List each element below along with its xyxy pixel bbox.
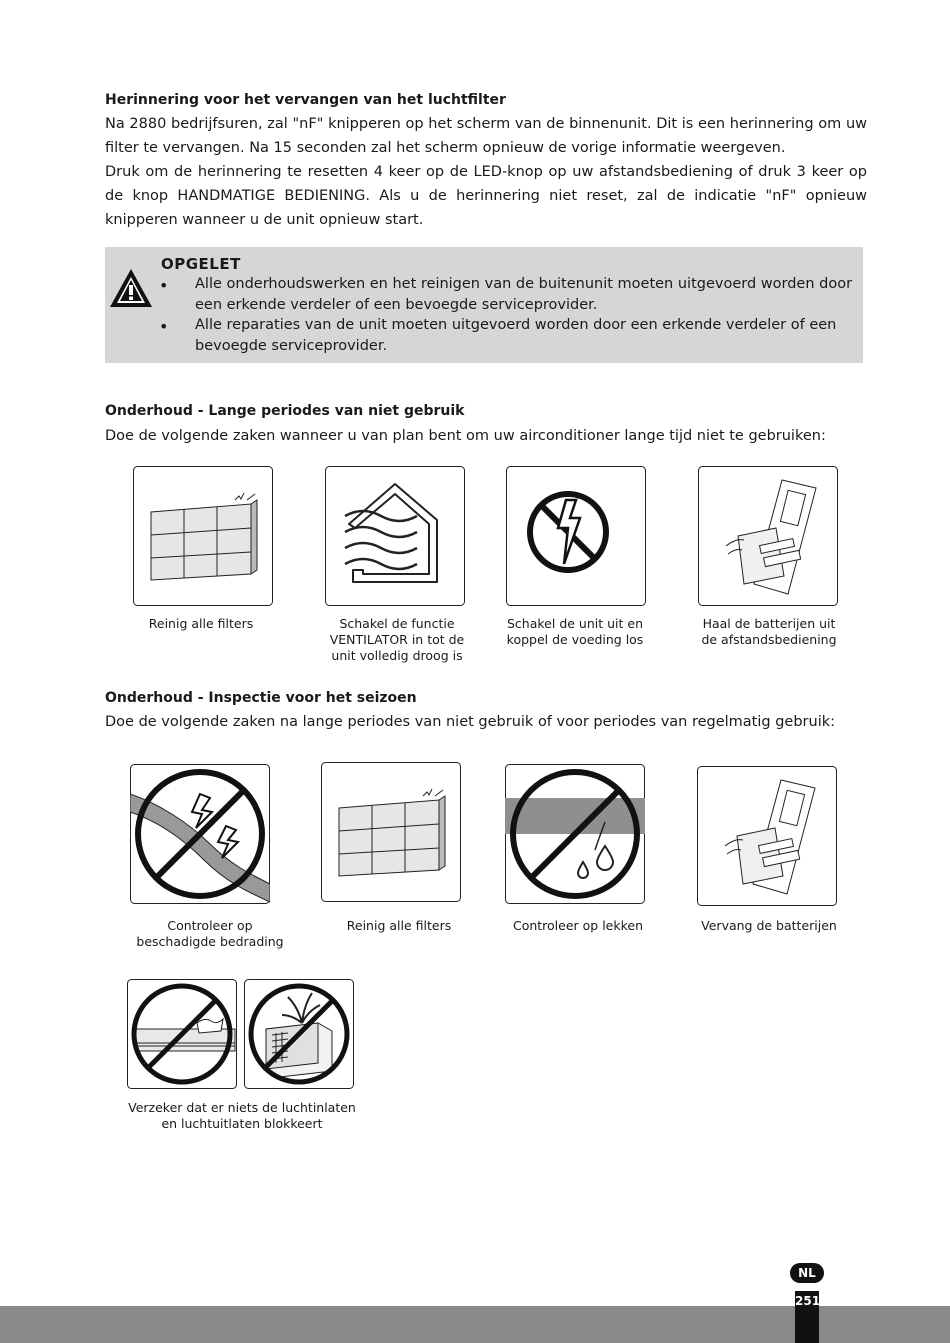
section-heading-long-storage: Onderhoud - Lange periodes van niet gebruik [105, 403, 465, 419]
warning-item: Alle reparaties van de unit moeten uitgevoerd worden door een erkende verdeler of een bevoegde serviceprovider. [195, 317, 837, 354]
warning-item: Alle onderhoudswerken en het reinigen van de buitenunit moeten uitgevoerd worden door een erkende verdeler of een bevoegde serviceprovider. [195, 276, 853, 313]
filter-cleaning-illustration [321, 762, 461, 902]
warning-bullet: • [159, 317, 169, 336]
warning-title: OPGELET [161, 255, 241, 273]
remove-batteries-illustration [698, 466, 838, 606]
season-inspection-intro: Doe de volgende zaken na lange periodes van niet gebruik of voor periodes van regelmatig gebruik: [105, 714, 836, 730]
caption-fan-mode: Schakel de functie VENTILATOR in tot de unit volledig droog is [329, 616, 465, 663]
section-heading-filter-reminder: Herinnering voor het vervangen van het luchtfilter [105, 92, 506, 108]
warning-triangle-icon [108, 267, 154, 309]
caption-replace-batteries: Vervang de batterijen [701, 918, 837, 933]
caption-check-leaks: Controleer op lekken [512, 918, 644, 933]
caption-clean-filters: Reinig alle filters [148, 616, 254, 631]
filter-cleaning-illustration [133, 466, 273, 606]
damaged-wiring-illustration [130, 764, 270, 904]
replace-batteries-illustration [697, 766, 837, 906]
language-badge: NL [790, 1263, 824, 1283]
page-number: 251 [795, 1294, 821, 1308]
filter-reminder-paragraph-1: Na 2880 bedrijfsuren, zal "nF" knipperen op het scherm van de binnenunit. Dit is een herinnering om uw filter te vervangen. Na 15 seconden zal het scherm opnieuw de vorige informatie weergeven. [105, 116, 867, 156]
section-heading-season-inspection: Onderhoud - Inspectie voor het seizoen [105, 690, 417, 706]
caption-clean-filters-2: Reinig alle filters [346, 918, 452, 933]
fan-mode-illustration [325, 466, 465, 606]
caption-blocked-vents: Verzeker dat er niets de luchtinlaten en luchtuitlaten blokkeert [128, 1100, 356, 1131]
filter-reminder-paragraph-2: Druk om de herinnering te resetten 4 keer op de LED-knop op uw afstandsbediening of druk 3 keer op de knop HANDMATIGE BEDIENING. Als u de herinnering niet reset, zal de indicatie "nF" opnieuw knipperen wanneer u de unit opnieuw start. [105, 164, 867, 228]
caption-remove-batteries: Haal de batterijen uit de afstandsbediening [701, 616, 837, 647]
blocked-inlet-illustration [127, 979, 237, 1089]
leak-check-illustration [505, 764, 645, 904]
blocked-outlet-illustration [244, 979, 354, 1089]
long-storage-intro: Doe de volgende zaken wanneer u van plan bent om uw airconditioner lange tijd niet te gebruiken: [105, 428, 826, 444]
warning-bullet: • [159, 276, 169, 295]
caption-power-off: Schakel de unit uit en koppel de voeding los [506, 616, 644, 647]
warning-box [105, 247, 863, 363]
caption-damaged-wiring: Controleer op beschadigde bedrading [136, 918, 284, 949]
power-off-illustration [506, 466, 646, 606]
